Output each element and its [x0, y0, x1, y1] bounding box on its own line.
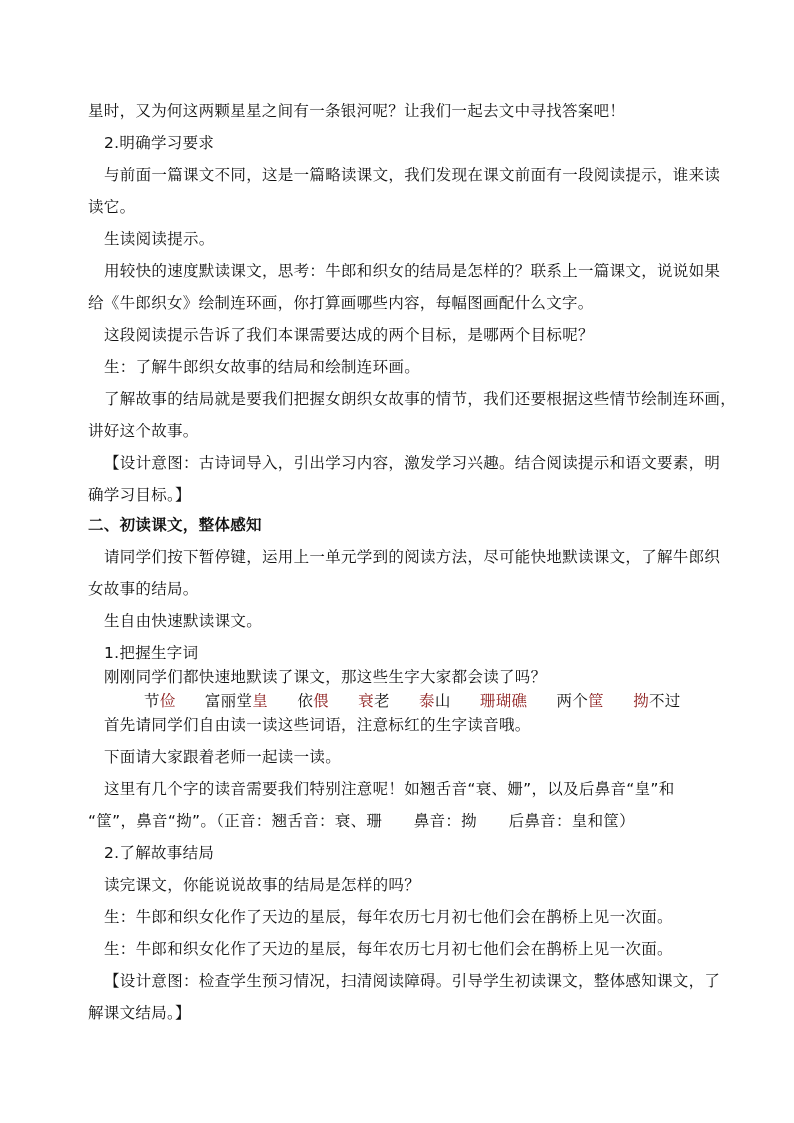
- paragraph-line: 生：了解牛郎织女故事的结局和绘制连环画。: [104, 358, 421, 376]
- design-intent-line: 【设计意图：检查学生预习情况，扫清阅读障碍。引导学生初读课文，整体感知课文，了: [104, 972, 721, 990]
- paragraph-line: 请同学们按下暂停键，运用上一单元学到的阅读方法，尽可能快地默读课文，了解牛郎织: [104, 548, 721, 566]
- paragraph-line: 首先请同学们自由读一读这些词语，注意标红的生字读音哦。: [104, 716, 531, 734]
- paragraph-line: 这段阅读提示告诉了我们本课需要达成的两个目标，是哪两个目标呢？: [104, 326, 594, 344]
- vocab-word: 衰老: [358, 692, 390, 710]
- paragraph-line: 与前面一篇课文不同，这是一篇略读课文，我们发现在课文前面有一段阅读提示，谁来读: [104, 166, 721, 184]
- section-heading: 2.了解故事结局: [104, 844, 215, 862]
- paragraph-line: 读它。: [88, 198, 136, 216]
- vocab-word: 依偎: [297, 692, 329, 710]
- vocab-word: 两个筐: [556, 692, 604, 710]
- design-intent-line: 确学习目标。】: [88, 486, 191, 504]
- paragraph-line: 读完课文，你能说说故事的结局是怎样的吗？: [104, 876, 421, 894]
- vocab-word: 拗不过: [633, 692, 681, 710]
- paragraph-line: 这里有几个字的读音需要我们特别注意呢！如翘舌音“衰、姗”，以及后鼻音“皇”和: [104, 780, 675, 798]
- section-heading: 1.把握生字词: [104, 644, 199, 662]
- vocab-word: 泰山: [419, 692, 451, 710]
- paragraph-line: “筐”，鼻音“拗”。（正音：翘舌音：衰、珊 鼻音：拗 后鼻音：皇和筐）: [88, 812, 635, 830]
- section-heading: 2.明确学习要求: [104, 134, 215, 152]
- vocab-word: 节俭: [144, 692, 176, 710]
- paragraph-line: 讲好这个故事。: [88, 422, 199, 440]
- paragraph-line: 刚刚同学们都快速地默读了课文，那这些生字大家都会读了吗？: [104, 668, 547, 686]
- paragraph-line: 下面请大家跟着老师一起读一读。: [104, 748, 342, 766]
- paragraph-line: 了解故事的结局就是要我们把握女朗织女故事的情节，我们还要根据这些情节绘制连环画，: [104, 390, 737, 408]
- vocab-word: 富丽堂皇: [204, 692, 269, 710]
- vocabulary-list: [144, 690, 705, 712]
- paragraph-line: 用较快的速度默读课文，思考：牛郎和织女的结局是怎样的？联系上一篇课文，说说如果: [104, 262, 721, 280]
- paragraph-line: 生：牛郎和织女化作了天边的星辰，每年农历七月初七他们会在鹊桥上见一次面。: [104, 940, 673, 958]
- vocab-word: 珊瑚礁: [479, 692, 528, 710]
- paragraph-line: 给《牛郎织女》绘制连环画，你打算画哪些内容，每幅图画配什么文字。: [88, 294, 594, 312]
- paragraph-line: 生：牛郎和织女化作了天边的星辰，每年农历七月初七他们会在鹊桥上见一次面。: [104, 908, 673, 926]
- paragraph-line: 生读阅读提示。: [104, 230, 215, 248]
- paragraph-line: 星时，又为何这两颗星星之间有一条银河呢？让我们一起去文中寻找答案吧！: [88, 102, 626, 120]
- paragraph-line: 生自由快速默读课文。: [104, 612, 263, 630]
- design-intent-line: 解课文结局。】: [88, 1004, 191, 1022]
- section-title: 二、初读课文，整体感知: [88, 516, 262, 534]
- paragraph-line: 女故事的结局。: [88, 580, 199, 598]
- design-intent-line: 【设计意图：古诗词导入，引出学习内容，激发学习兴趣。结合阅读提示和语文要素，明: [104, 454, 721, 472]
